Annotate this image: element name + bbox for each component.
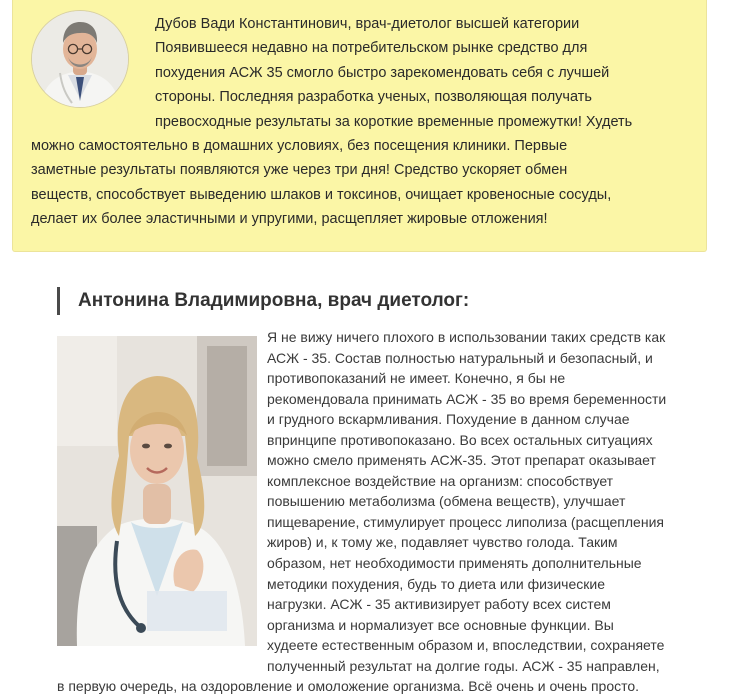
review-line: можно смело применять АСЖ-35. Этот препарат оказывает [267,452,656,469]
review-line: пищеварение, стимулирует процесс липолиза (расщепления [267,513,664,530]
doctor-quote-box [12,0,707,252]
doctor-quote-line: веществ, способствует выведению шлаков и токсинов, очищает кровеносные сосуды, [31,186,612,203]
review-line: полученный результат на долгие годы. АСЖ - 35 направлен, [267,657,660,674]
review-line: рекомендовала принимать АСЖ - 35 во время беременности [267,390,667,407]
review-line: жиров) и, к тому же, подавляет чувство голода. Таким [267,534,618,551]
review-line: противопоказаний не имеет. Конечно, я бы не [267,370,566,387]
review-text [57,327,669,697]
review-line: методики похудения, будь то диета или физические [267,575,605,592]
review-line: впринципе противопоказано. Во всех остальных ситуациях [267,431,653,448]
doctor-quote-line: похудения АСЖ 35 смогло быстро зарекомендовать себя с лучшей [155,64,610,81]
review-line: нагрузки. АСЖ - 35 активизирует работу всех систем [267,596,611,613]
review-line: повышению метаболизма (обмена веществ), улучшает [267,493,626,510]
review-line: АСЖ - 35. Состав полностью натуральный и безопасный, и [267,349,653,366]
review-line: и грудного вскармливания. Похудение в данном случае [267,411,630,428]
review-line: организма и нормализует все основные функции. Вы [267,616,614,633]
doctor-quote-text [31,12,691,232]
doctor-quote-line: делает их более эластичными и упругими, расщепляет жировые отложения! [31,211,548,228]
doctor-quote-line: можно самостоятельно в домашних условиях, без посещения клиники. Первые [31,138,568,155]
review-line: в первую очередь, на оздоровление и омоложение организма. Всё очень и очень просто. [57,678,640,695]
review-heading: Антонина Владимировна, врач диетолог: [57,287,469,315]
doctor-quote-line: стороны. Последняя разработка ученых, позволяющая получать [155,89,592,106]
review-line: Я не вижу ничего плохого в использовании таких средств как [267,329,666,345]
doctor-quote-line: Появившееся недавно на потребительском рынке средство для [155,40,588,57]
doctor-quote-line: Дубов Вади Константинович, врач-диетолог высшей категории [155,16,580,32]
review-line: комплексное воздействие на организм: способствует [267,472,614,489]
review-line: образом, нет необходимости применять дополнительные [267,555,642,572]
doctor-quote-line: заметные результаты появляются уже через три дня! Средство ускоряет обмен [31,162,568,179]
doctor-quote-line: превосходные результаты за короткие временные промежутки! Худеть [155,113,633,130]
review-line: худеете естественным образом и, впоследствии, сохраняете [267,637,665,654]
